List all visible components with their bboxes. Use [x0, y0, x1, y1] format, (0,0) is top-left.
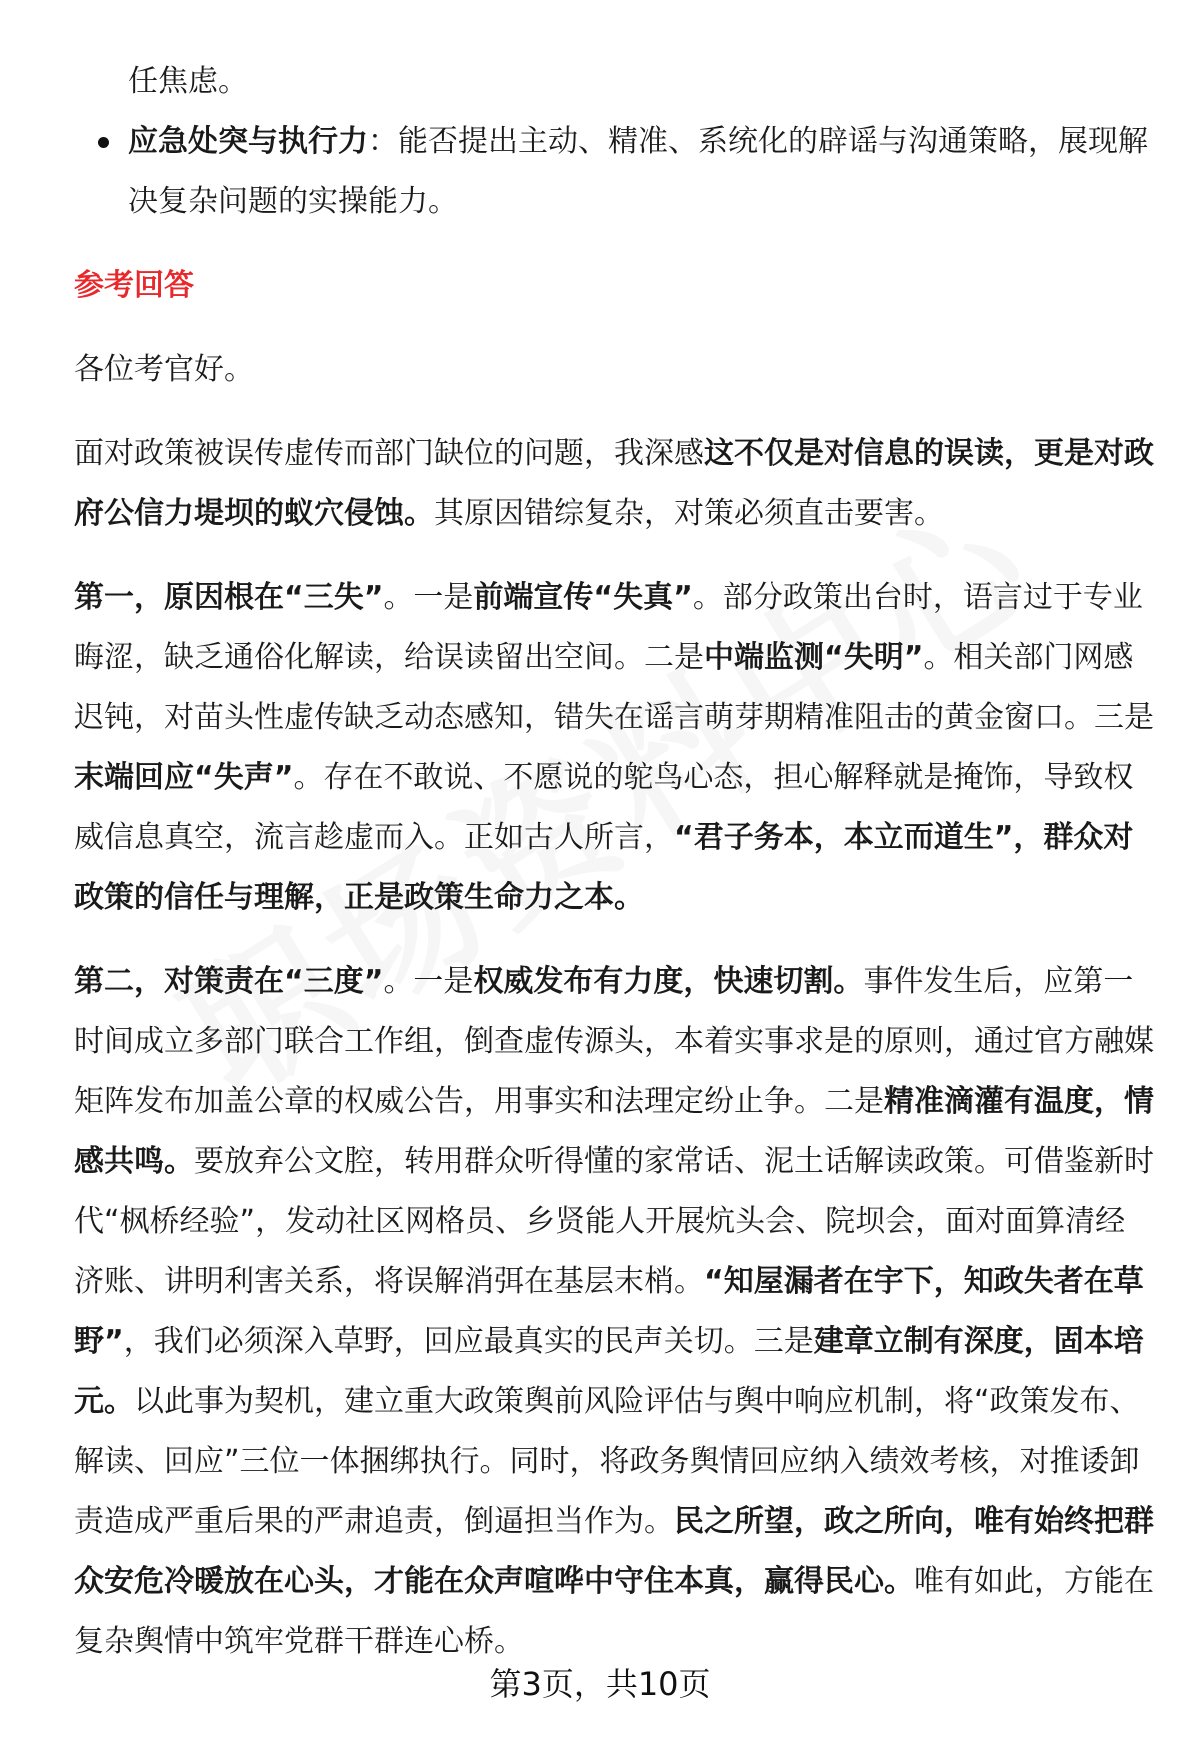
intro-tail-text: 任焦虑。: [128, 64, 248, 99]
section-title: 参考回答: [74, 268, 194, 303]
measure-depth: 建章立制有深度，固本培元。: [74, 1324, 1144, 1419]
paragraph-measures: [74, 952, 1154, 1672]
opening-text-end: 其原因错综复杂，对策必须直击要害。: [434, 496, 944, 531]
causes-text-4: 。存在不敢说、不愿说的鸵鸟心态，担心解释就是掩饰，导致权威信息真空，流言趁虚而入。正如古人所言，: [74, 760, 1134, 855]
measures-text-4: ，我们必须深入草野，回应最真实的民声关切。三是: [123, 1324, 814, 1359]
cause-front: 前端宣传“失真”: [473, 580, 693, 615]
opening-emphasis: 这不仅是对信息的误读，更是对政府公信力堤坝的蚁穴侵蚀。: [74, 436, 1154, 531]
paragraph-opening: [74, 424, 1154, 544]
measures-text-6: 唯有如此，方能在复杂舆情中筑牢党群干群连心桥。: [74, 1564, 1154, 1659]
measures-quote: “知屋漏者在宇下，知政失者在草野”: [74, 1264, 1144, 1359]
greeting-paragraph: 各位考官好。: [74, 352, 254, 387]
causes-quote: “君子务本，本立而道生”，群众对政策的信任与理解，正是政策生命力之本。: [74, 820, 1134, 915]
causes-heading: 第一，原因根在“三失”: [74, 580, 384, 615]
cause-end: 末端回应“失声”: [74, 760, 294, 795]
measures-text-3: 要放弃公文腔，转用群众听得懂的家常话、泥土话解读政策。可借鉴新时代“枫桥经验”，发动社区网格员、乡贤能人开展炕头会、院坝会，面对面算清经济账、讲明利害关系，将误解消弭在基层末梢。: [74, 1144, 1154, 1299]
causes-text-2: 。部分政策出台时，语言过于专业晦涩，缺乏通俗化解读，给误读留出空间。二是: [74, 580, 1143, 675]
measures-heading: 第二，对策责在“三度”: [74, 964, 384, 999]
causes-text-1: 。一是: [383, 580, 474, 615]
opening-text: 面对政策被误传虚传而部门缺位的问题，我深感: [74, 436, 704, 471]
measures-conclusion: 民之所望，政之所向，唯有始终把群众安危冷暖放在心头，才能在众声喧哗中守住本真，赢得民心。: [74, 1504, 1154, 1599]
measures-text-5: 以此事为契机，建立重大政策舆前风险评估与舆中响应机制，将“政策发布、解读、回应”三位一体捆绑执行。同时，将政务舆情回应纳入绩效考核，对推诿卸责造成严重后果的严肃追责，倒逼担当作为。: [74, 1384, 1140, 1539]
cause-middle: 中端监测“失明”: [704, 640, 924, 675]
list-item-emergency: [74, 112, 1154, 232]
measures-text-1: 。一是: [383, 964, 474, 999]
bullet-icon: [98, 137, 109, 148]
page-number: 第3页，共10页: [489, 1665, 711, 1703]
measures-text-2: 事件发生后，应第一时间成立多部门联合工作组，倒查虚传源头，本着实事求是的原则，通过官方融媒矩阵发布加盖公章的权威公告，用事实和法理定纷止争。二是: [74, 964, 1154, 1119]
bullet-text: ：能否提出主动、精准、系统化的辟谣与沟通策略，展现解决复杂问题的实操能力。: [128, 124, 1148, 219]
document-body: [74, 52, 1154, 1672]
measure-warmth: 精准滴灌有温度，情感共鸣。: [74, 1084, 1154, 1179]
causes-text-3: 。相关部门网感迟钝，对苗头性虚传缺乏动态感知，错失在谣言萌芽期精准阻击的黄金窗口。三是: [74, 640, 1154, 735]
paragraph-causes: [74, 568, 1154, 928]
measure-authority: 权威发布有力度，快速切割。: [473, 964, 864, 999]
bullet-title: 应急处突与执行力: [128, 124, 368, 159]
